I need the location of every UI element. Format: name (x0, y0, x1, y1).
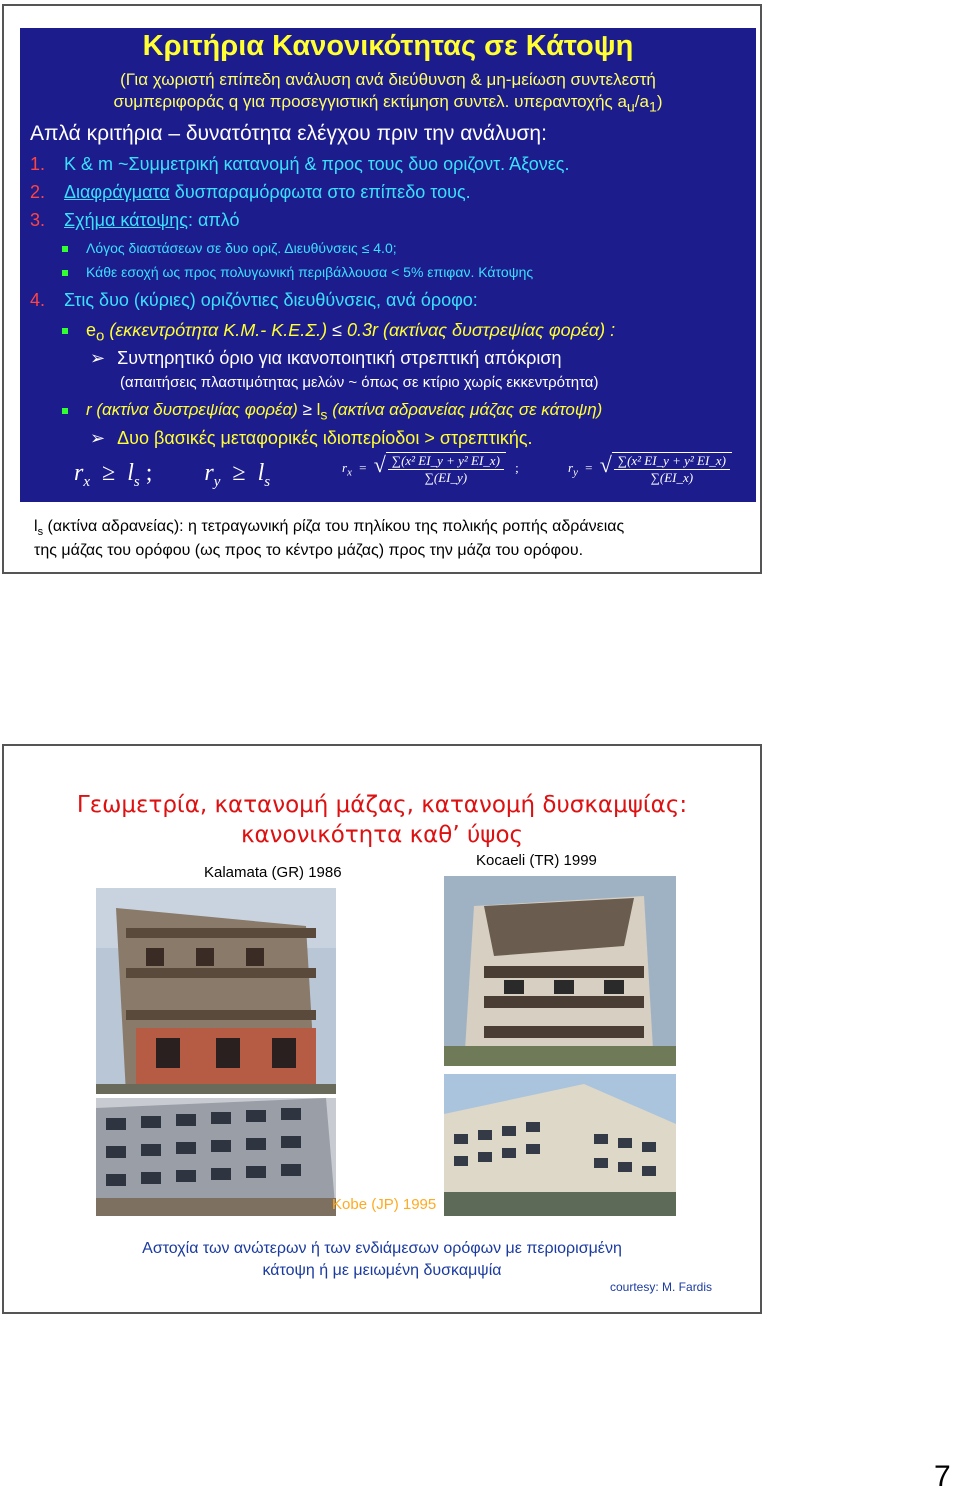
square-bullet-icon (62, 246, 68, 252)
radius-bullet: r (ακτίνα δυστρεψίας $\varphi o\rho έ\alpha) \ge l_s$ (ακτίνα αδρανείας μάζας σε κάτοψη) (62, 400, 602, 423)
subtitle-line-2: συμπεριφοράς q για προσεγγιστική εκτίμηση συντελ. υπεραντοχής $a_u/a_1$) (113, 92, 663, 116)
arrow-bullet-periods: ➢ Δυο βασικές μεταφορικές ιδιοπερίοδοι > στρεπτικής. (90, 428, 533, 448)
square-bullet-icon (62, 408, 68, 414)
ductility-note: (απαιτήσεις πλαστιμότητας μελών ~ όπως σε κτίριο χωρίς εκκεντρότητα) (120, 374, 599, 391)
slide-regularity-in-elevation (2, 744, 762, 1314)
square-bullet-icon (62, 328, 68, 334)
subtitle-line-1: (Για χωριστή επίπεδη ανάλυση ανά διεύθυνση & μη-μείωση συντελεστή (120, 70, 656, 89)
slide-title: Κριτήρια Κανονικότητας σε Κάτοψη (142, 30, 634, 62)
criterion-2: 2. Διαφράγματα δυσπαραμόρφωτα στο επίπεδο τους. (30, 182, 471, 202)
radius-inequality-formula: $r_x \ge l_s$ ; $r_y \ge l_s$ (74, 460, 271, 490)
page-number: 7 (934, 1460, 951, 1493)
radius-of-gyration-definition-line-2: της μάζας του ορόφου (ως προς το κέντρο μάζας) προς την μάζα του ορόφου. (34, 542, 584, 559)
label-kocaeli: Kocaeli (TR) 1999 (476, 852, 597, 869)
label-kobe: Kobe (JP) 1995 (332, 1196, 437, 1213)
rx-formula: $r_x$ = √ $\frac{\text{∑(x² EI\_y + y² EI\_x)}}{\sum(EI\_y)}$ ; (342, 452, 519, 486)
slide-title: Γεωμετρία, κατανομή μάζας, κατανομή δυσκαμψίας: κανονικότητα καθ’ ύψος (76, 792, 688, 848)
photo-credit: courtesy: M. Fardis (610, 1280, 713, 1294)
sub-bullet-recess: Κάθε εσοχή ως προς πολυγωνική περιβάλλουσα < 5% επιφαν. Κάτοψης (62, 264, 533, 280)
ry-formula: $r_y$ = √ $\frac{\text{∑(x² EI\_y + y² EI\_x)}}{\sum(EI\_x)}$ (568, 452, 732, 486)
eccentricity-bullet: $e_o$ (εκκεντρότητα Κ.Μ.- Κ.Ε.Σ.) ≤ 0.3r (ακτίνας δυστρεψίας φορέα) : (62, 320, 615, 345)
criterion-3: 3. Σχήμα κάτοψης: απλό (30, 210, 240, 230)
criterion-4: 4. Στις δυο (κύριες) οριζόντιες διευθύνσεις, ανά όροφο: (30, 290, 478, 310)
slide-regularity-in-plan (2, 4, 762, 574)
photo-kalamata-damaged-building (96, 888, 336, 1094)
criteria-heading: Απλά κριτήρια – δυνατότητα ελέγχου πριν την ανάλυση: (30, 122, 547, 145)
slide-blue-panel (20, 28, 756, 502)
criterion-1: 1. K & m ~Συμμετρική κατανομή & προς τους δυο οριζοντ. Άξονες. (30, 154, 570, 174)
failure-caption-line-1: Αστοχία των ανώτερων ή των ενδιάμεσων ορόφων με περιορισμένη (142, 1240, 622, 1257)
photo-kobe-damaged-building-right (444, 1074, 676, 1216)
arrow-bullet-conservative: ➢ Συντηρητικό όριο για ικανοποιητική στρεπτική απόκριση (90, 348, 562, 368)
square-bullet-icon (62, 270, 68, 276)
sub-bullet-aspect-ratio: Λόγος διαστάσεων σε δυο οριζ. Διευθύνσεις ≤ 4.0; (62, 240, 397, 256)
failure-caption-line-2: κάτοψη ή με μειωμένη δυσκαμψία (262, 1262, 502, 1279)
photo-kobe-damaged-building-left (96, 1098, 336, 1216)
photo-kocaeli-collapsed-building (444, 876, 676, 1066)
radius-of-gyration-definition-line-1: $l_s$ (ακτίνα αδρανείας): η τετραγωνική ρίζα του πηλίκου της πολικής ροπής αδράνειας (34, 518, 625, 539)
arrow-bullet-icon: ➢ (90, 428, 106, 448)
label-kalamata: Kalamata (GR) 1986 (204, 864, 342, 881)
arrow-bullet-icon: ➢ (90, 348, 106, 368)
